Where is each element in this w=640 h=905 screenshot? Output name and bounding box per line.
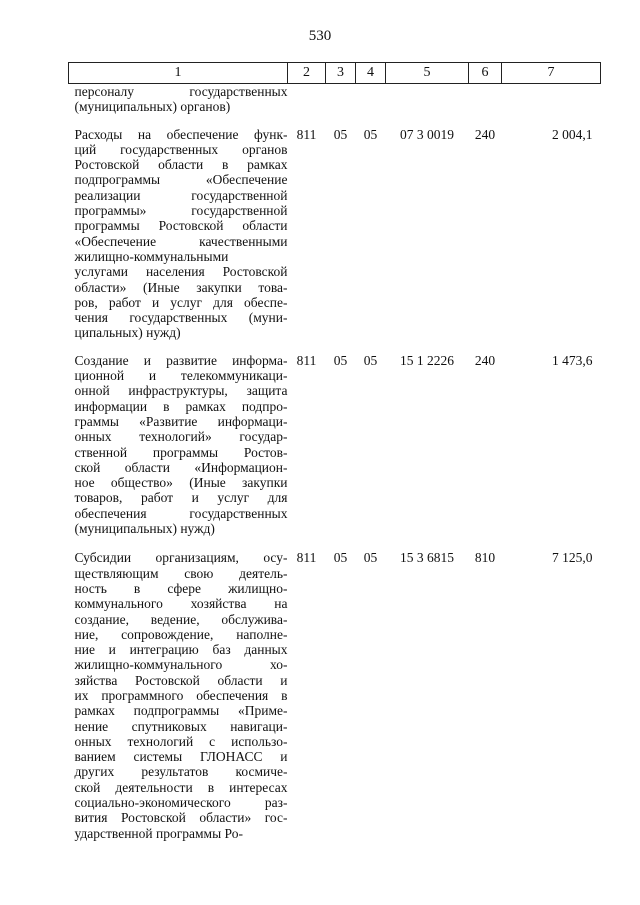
description-line: ственной программы Ростов- xyxy=(74,444,288,460)
description-line: нение спутниковых навигаци- xyxy=(74,718,288,734)
description-line: ций государственных органов xyxy=(74,141,288,157)
header-col-7: 7 xyxy=(502,63,601,84)
description-line: ударственной программы Ро- xyxy=(74,825,243,841)
description-line: онной инфраструктуры, защита xyxy=(74,383,288,399)
description-line: чения государственных (муни- xyxy=(74,310,288,326)
table-row xyxy=(69,536,601,841)
subsection-code: 05 xyxy=(363,126,378,142)
budget-table xyxy=(68,62,601,841)
description-line: рамках подпрограммы «Приме- xyxy=(74,703,288,719)
description-line: программы» государственной xyxy=(74,203,288,219)
amount-value: 7 125,0 xyxy=(552,550,593,566)
description-line: зяйства Ростовской области и xyxy=(74,672,288,688)
subsection-code xyxy=(356,84,386,115)
row-description xyxy=(69,84,288,115)
description-line: онных технологий» государ- xyxy=(74,429,288,445)
description-line: (муниципальных) органов) xyxy=(74,99,231,115)
description-line: ность в сфере жилищно- xyxy=(74,580,288,596)
subsection-code: 05 xyxy=(363,352,378,368)
description-line: жилищно-коммунального хо- xyxy=(74,657,288,673)
row-description xyxy=(69,115,288,341)
description-line: ние, сопровождение, наполне- xyxy=(74,626,288,642)
description-line: области» (Иные закупки това- xyxy=(74,279,288,295)
description-line: ние и интеграцию баз данных xyxy=(74,642,288,658)
description-line: подпрограммы «Обеспечение xyxy=(74,172,288,188)
section-code: 05 xyxy=(333,126,348,142)
description-line: (муниципальных) нужд) xyxy=(74,521,215,537)
description-line: создание, ведение, обслужива- xyxy=(74,611,288,627)
description-line: других результатов космиче- xyxy=(74,764,288,780)
target-article-code xyxy=(386,84,469,115)
ministry-code xyxy=(288,84,326,115)
description-line: программы Ростовской области xyxy=(74,218,288,234)
row-description xyxy=(69,341,288,537)
expense-type-code xyxy=(469,84,502,115)
description-line: ное общество» (Иные закупки xyxy=(74,475,288,491)
header-col-1: 1 xyxy=(69,63,288,84)
header-col-6: 6 xyxy=(469,63,502,84)
section-code xyxy=(326,84,356,115)
description-line: социально-экономического раз- xyxy=(74,795,288,811)
table-row xyxy=(69,115,601,341)
description-line: ров, работ и услуг для обеспе- xyxy=(74,294,288,310)
description-line: онных технологий с использо- xyxy=(74,733,288,749)
header-col-5: 5 xyxy=(386,63,469,84)
header-col-2: 2 xyxy=(288,63,326,84)
target-article-code: 07 3 0019 xyxy=(400,126,454,142)
description-line: Субсидии организациям, осу- xyxy=(74,550,288,566)
ministry-code: 811 xyxy=(296,126,317,142)
table-header-row xyxy=(69,63,601,84)
description-line: реализации государственной xyxy=(74,187,288,203)
ministry-code: 811 xyxy=(296,550,317,566)
description-line: ской деятельности в интересах xyxy=(74,779,288,795)
description-line: Расходы на обеспечение функ- xyxy=(74,126,288,142)
amount-value: 2 004,1 xyxy=(552,126,593,142)
description-line: товаров, работ и услуг для xyxy=(74,490,288,506)
description-line: Ростовской области в рамках xyxy=(74,157,288,173)
subsection-code: 05 xyxy=(363,550,378,566)
header-col-4: 4 xyxy=(356,63,386,84)
amount-value: 1 473,6 xyxy=(552,352,593,368)
amount-value xyxy=(502,84,601,115)
expense-type-code: 810 xyxy=(474,550,496,566)
description-line: коммунального хозяйства на xyxy=(74,596,288,612)
description-line: услугами населения Ростовской xyxy=(74,264,288,280)
expense-type-code: 240 xyxy=(474,126,496,142)
description-line: ципальных) нужд) xyxy=(74,325,181,341)
table-row xyxy=(69,341,601,537)
target-article-code: 15 3 6815 xyxy=(400,550,454,566)
description-line: обеспечения государственных xyxy=(74,505,288,521)
section-code: 05 xyxy=(333,352,348,368)
description-line: их программного обеспечения в xyxy=(74,687,288,703)
description-line: информации в рамках подпро- xyxy=(74,398,288,414)
description-line: Создание и развитие информа- xyxy=(74,352,288,368)
description-line: ванием системы ГЛОНАСС и xyxy=(74,749,288,765)
description-line: «Обеспечение качественными xyxy=(74,233,288,249)
description-line: ществляющим свою деятель- xyxy=(74,565,288,581)
section-code: 05 xyxy=(333,550,348,566)
table-row xyxy=(69,84,601,115)
header-col-3: 3 xyxy=(326,63,356,84)
description-line: жилищно-коммунальными xyxy=(74,248,229,264)
description-line: вития Ростовской области» гос- xyxy=(74,810,288,826)
page-number: 530 xyxy=(308,28,332,44)
description-line: ционной и телекоммуникаци- xyxy=(74,368,288,384)
description-line: персоналу государственных xyxy=(74,84,288,99)
ministry-code: 811 xyxy=(296,352,317,368)
target-article-code: 15 1 2226 xyxy=(400,352,454,368)
description-line: ской области «Информацион- xyxy=(74,459,288,475)
description-line: граммы «Развитие информаци- xyxy=(74,413,288,429)
row-description xyxy=(69,536,288,841)
expense-type-code: 240 xyxy=(474,352,496,368)
